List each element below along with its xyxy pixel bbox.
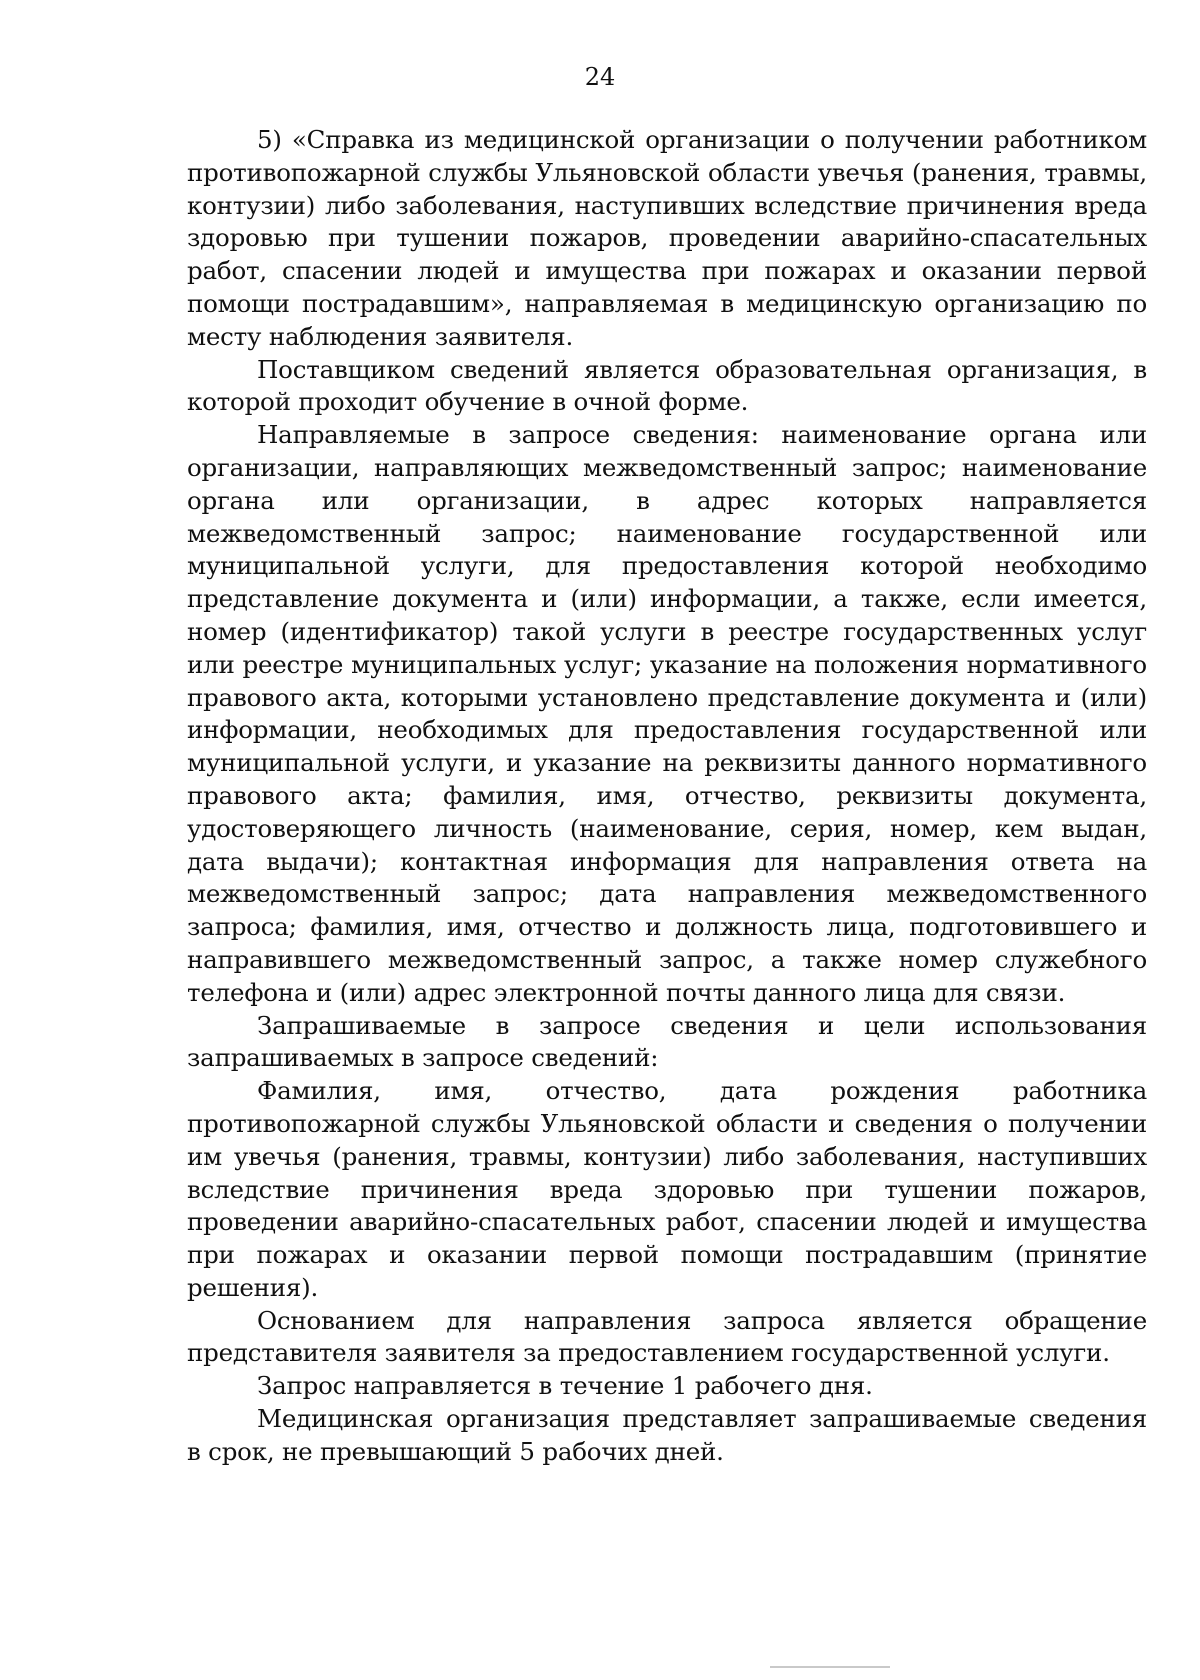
paragraph-certificate-item: 5) «Справка из медицинской организации о получении работником противопожарной службы Ульяновской области увечья (ранения, травмы, контузии) либо заболевания, наступивших вследствие причинения вреда здоровью при тушении пожаров, проведении аварийно-спасательных работ, спасении людей и имущества при пожарах и оказании первой помощи пострадавшим», направляемая в медицинскую организацию по месту наблюдения заявителя.: [187, 125, 1147, 351]
scan-artifact-line: [770, 1666, 890, 1668]
page-number: 24: [584, 63, 616, 91]
paragraph-request-contents: Направляемые в запросе сведения: наименование органа или организации, направляющих межведомственный запрос; наименование органа или организации, в адрес которых направляется межведомственный запрос; наименование государственной или муниципальной услуги, для предоставления которой необходимо представление документа и (или) информации, а также, если имеется, номер (идентификатор) такой услуги в реестре государственных услуг или реестре муниципальных услуг; указание на положения нормативного правового акта, которыми установлено представление документа и (или) информации, необходимых для предоставления государственной или муниципальной услуги, и указание на реквизиты данного нормативного правового акта; фамилия, имя, отчество, реквизиты документа, удостоверяющего личность (наименование, серия, номер, кем выдан, дата выдачи); контактная информация для направления ответа на межведомственный запрос; дата направления межведомственного запроса; фамилия, имя, отчество и должность лица, подготовившего и направившего межведомственный запрос, а также номер служебного телефона и (или) адрес электронной почты данного лица для связи.: [187, 420, 1147, 1007]
paragraph-response-deadline: Медицинская организация представляет запрашиваемые сведения в срок, не превышающий 5 рабочих дней.: [187, 1404, 1147, 1466]
paragraph-request-deadline: Запрос направляется в течение 1 рабочего дня.: [257, 1371, 873, 1401]
paragraph-requested-data: Фамилия, имя, отчество, дата рождения работника противопожарной службы Ульяновской области и сведения о получении им увечья (ранения, травмы, контузии) либо заболевания, наступивших вследствие причинения вреда здоровью при тушении пожаров, проведении аварийно-спасательных работ, спасении людей и имущества при пожарах и оказании первой помощи пострадавшим (принятие решения).: [187, 1076, 1147, 1302]
document-body: [187, 124, 1147, 1469]
paragraph-request-basis: Основанием для направления запроса является обращение представителя заявителя за предоставлением государственной услуги.: [187, 1305, 1147, 1368]
paragraph-requested-data-intro: Запрашиваемые в запросе сведения и цели использования запрашиваемых в запросе сведений:: [187, 1010, 1147, 1073]
paragraph-data-provider: Поставщиком сведений является образовательная организация, в которой проходит обучение в очной форме.: [187, 354, 1147, 417]
